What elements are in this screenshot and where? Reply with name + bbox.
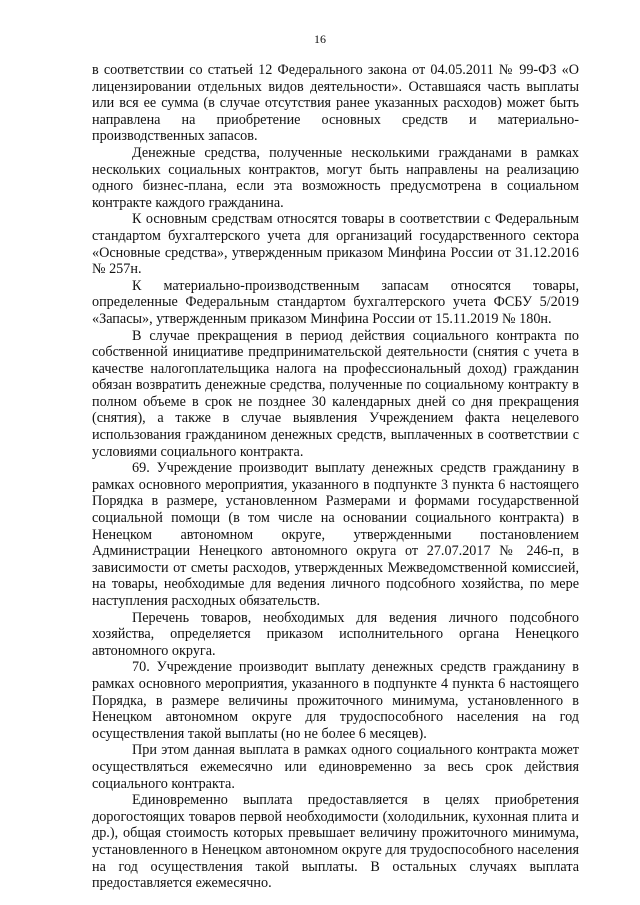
paragraph-termination-refund: В случае прекращения в период действия социального контракта по собственной инициативе предпринимательской деятельности (снятия с учета в качестве налогоплательщика налога на профессиональный доход) гражданин обязан возвратить денежные средства, полученные по социальному контракту в полном объеме в срок не позднее 30 календарных дней со дня прекращения (снятия), а также в случае выявления Учреждением факта нецелевого использования гражданином денежных средств, выплаченных в соответствии с условиями социального контракта.: [92, 327, 579, 460]
paragraph-goods-list: Перечень товаров, необходимых для ведения личного подсобного хозяйства, определяется приказом исполнительного органа Ненецкого автономного округа.: [92, 609, 579, 659]
paragraph-inventories: К материально-производственным запасам относятся товары, определенные Федеральным стандартом бухгалтерского учета ФСБУ 5/2019 «Запасы», утвержденным приказом Минфина России от 15.11.2019 № 180н.: [92, 277, 579, 327]
paragraph-clause-70: 70. Учреждение производит выплату денежных средств гражданину в рамках основного мероприятия, указанного в подпункте 4 пункта 6 настоящего Порядка, в размере величины прожиточного минимума, установленного в Ненецком автономном округе для трудоспособного населения на год осуществления такой выплаты (но не более 6 месяцев).: [92, 659, 579, 742]
paragraph-licensing: в соответствии со статьей 12 Федерального закона от 04.05.2011 № 99-ФЗ «О лицензировании отдельных видов деятельности». Оставшаяся часть выплаты или вся ее сумма (в случае отсутствия ранее указанных расходов) может быть направлена на приобретение основных средств и материально-производственных запасов.: [92, 62, 579, 145]
paragraph-clause-69: 69. Учреждение производит выплату денежных средств гражданину в рамках основного мероприятия, указанного в подпункте 3 пункта 6 настоящего Порядка в размере, установленном Размерами и формами государственной социальной помощи (в том числе на основании социального контракта) в Ненецком автономном округе, утвержденными постановлением Администрации Ненецкого автономного округа от 27.07.2017 № 246-п, в зависимости от сметы расходов, утвержденных Межведомственной комиссией, на товары, необходимые для ведения личного подсобного хозяйства, по мере наступления расходных обязательств.: [92, 460, 579, 609]
paragraph-fixed-assets: К основным средствам относятся товары в соответствии с Федеральным стандартом бухгалтерского учета для организаций государственного сектора «Основные средства», утвержденным приказом Минфина России от 31.12.2016 № 257н.: [92, 211, 579, 278]
paragraph-multiple-contracts: Денежные средства, полученные несколькими гражданами в рамках нескольких социальных контрактов, могут быть направлены на реализацию одного бизнес-плана, если эта возможность предусмотрена в социальном контракте каждого гражданина.: [92, 144, 579, 211]
document-body: [92, 62, 579, 892]
paragraph-payment-frequency: При этом данная выплата в рамках одного социального контракта может осуществляться ежемесячно или единовременно за весь срок действия социального контракта.: [92, 742, 579, 792]
page-number: 16: [314, 32, 326, 46]
paragraph-lump-sum: Единовременно выплата предоставляется в целях приобретения дорогостоящих товаров первой необходимости (холодильник, кухонная плита и др.), общая стоимость которых превышает величину прожиточного минимума, установленного в Ненецком автономном округе для трудоспособного населения на год осуществления такой выплаты. В остальных случаях выплата предоставляется ежемесячно.: [92, 792, 579, 892]
